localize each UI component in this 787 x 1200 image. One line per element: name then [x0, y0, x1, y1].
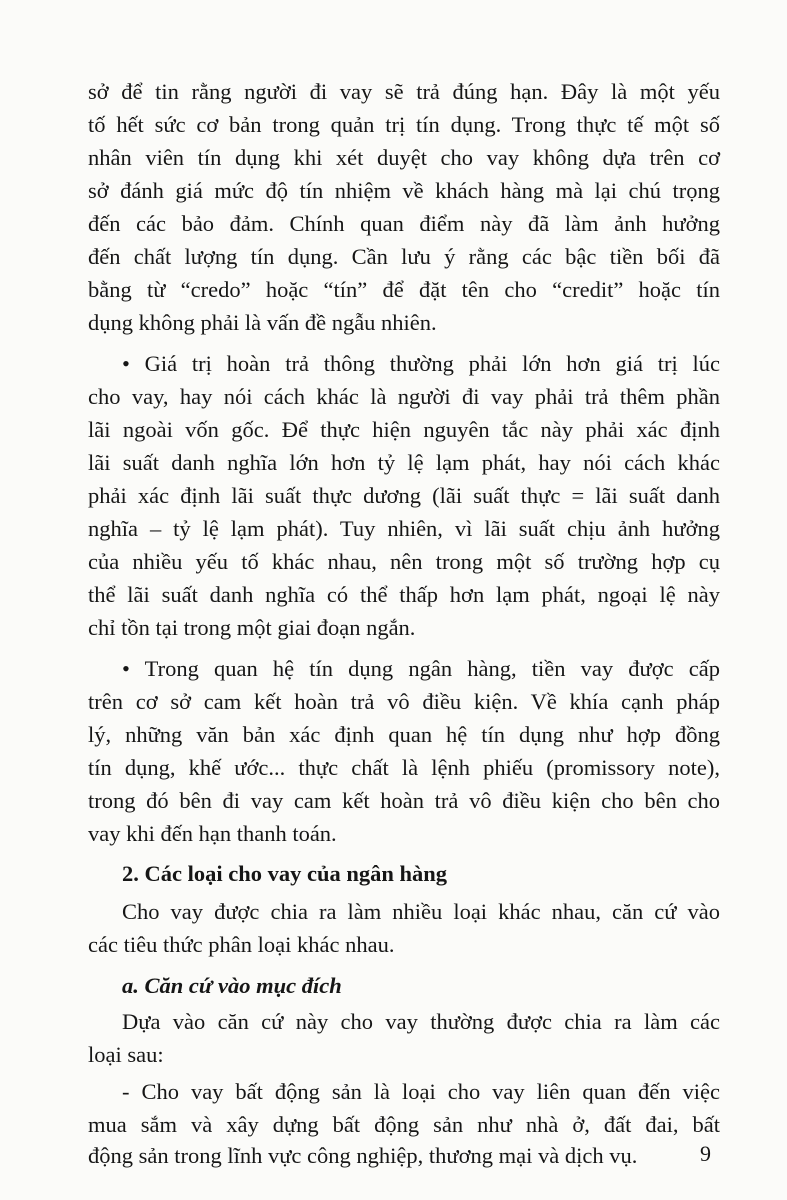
text-line: đến các bảo đảm. Chính quan điểm này đã làm ảnh hưởng: [88, 211, 720, 236]
text-line: dụng không phải là vấn đề ngẫu nhiên.: [88, 310, 437, 335]
text-line: của nhiều yếu tố khác nhau, nên trong một số trường hợp cụ: [88, 549, 720, 574]
text-line: đến chất lượng tín dụng. Cần lưu ý rằng các bậc tiền bối đã: [88, 244, 720, 269]
bullet-item: • Trong quan hệ tín dụng ngân hàng, tiền vay được cấp: [122, 656, 720, 681]
text-line: sở để tin rằng người đi vay sẽ trả đúng hạn. Đây là một yếu: [88, 79, 720, 104]
text-line: động sản trong lĩnh vực công nghiệp, thương mại và dịch vụ.: [88, 1143, 638, 1168]
text-line: trong đó bên đi vay cam kết hoàn trả vô điều kiện cho bên cho: [88, 788, 720, 813]
bullet-item: • Giá trị hoàn trả thông thường phải lớn hơn giá trị lúc: [122, 351, 720, 376]
text-line: chỉ tồn tại trong một giai đoạn ngắn.: [88, 615, 416, 640]
text-line: nhân viên tín dụng khi xét duyệt cho vay không dựa trên cơ: [88, 145, 720, 170]
text-line: tố hết sức cơ bản trong quản trị tín dụng. Trong thực tế một số: [88, 112, 720, 137]
text-line: Cho vay được chia ra làm nhiều loại khác nhau, căn cứ vào: [122, 899, 720, 924]
text-line: bằng từ “credo” hoặc “tín” để đặt tên cho “credit” hoặc tín: [88, 277, 720, 302]
text-line: tín dụng, khế ước... thực chất là lệnh phiếu (promissory note),: [88, 755, 720, 780]
text-line: cho vay, hay nói cách khác là người đi vay phải trả thêm phần: [88, 384, 720, 409]
text-line: các tiêu thức phân loại khác nhau.: [88, 932, 395, 957]
text-line: phải xác định lãi suất thực dương (lãi suất thực = lãi suất danh: [88, 483, 720, 508]
text-line: lãi suất danh nghĩa lớn hơn tỷ lệ lạm phát, hay nói cách khác: [88, 450, 720, 475]
text-line: loại sau:: [88, 1042, 164, 1067]
page-number: 9: [700, 1141, 711, 1166]
text-line: lý, những văn bản xác định quan hệ tín dụng như hợp đồng: [88, 722, 720, 747]
text-line: sở đánh giá mức độ tín nhiệm về khách hàng mà lại chú trọng: [88, 178, 720, 203]
subsection-heading: a. Căn cứ vào mục đích: [122, 973, 342, 998]
section-heading: 2. Các loại cho vay của ngân hàng: [122, 861, 448, 886]
text-line: vay khi đến hạn thanh toán.: [88, 821, 337, 846]
dash-item: - Cho vay bất động sản là loại cho vay liên quan đến việc: [122, 1079, 720, 1104]
text-line: Dựa vào căn cứ này cho vay thường được chia ra làm các: [122, 1009, 720, 1034]
text-line: thể lãi suất danh nghĩa có thể thấp hơn lạm phát, ngoại lệ này: [88, 582, 720, 607]
text-line: nghĩa – tỷ lệ lạm phát). Tuy nhiên, vì lãi suất chịu ảnh hưởng: [88, 516, 720, 541]
text-line: lãi ngoài vốn gốc. Để thực hiện nguyên tắc này phải xác định: [88, 417, 720, 442]
text-line: trên cơ sở cam kết hoàn trả vô điều kiện. Về khía cạnh pháp: [88, 689, 720, 714]
text-line: mua sắm và xây dựng bất động sản như nhà ở, đất đai, bất: [88, 1112, 720, 1137]
